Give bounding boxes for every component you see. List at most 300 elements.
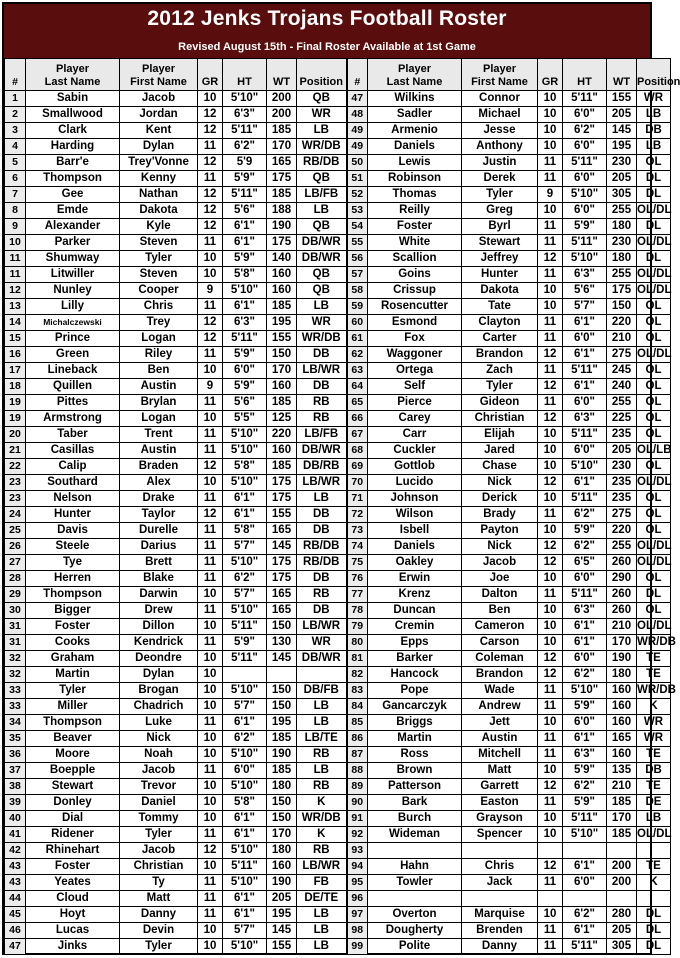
header-position: Position [297,59,347,91]
cell-position: RB [297,395,347,411]
cell-position-right: DL [637,587,671,603]
cell-first-name-right: Elijah [462,427,538,443]
cell-first-name: Riley [120,347,198,363]
cell-last-name: Lineback [26,363,120,379]
cell-num-right: 63 [347,363,368,379]
roster-body [5,91,676,955]
cell-last-name: Cloud [26,891,120,907]
table-row [5,603,671,619]
cell-grade-right: 11 [538,331,563,347]
cell-grade-right: 10 [538,283,563,299]
cell-weight: 185 [267,299,297,315]
cell-first-name: Trent [120,427,198,443]
cell-weight: 125 [267,411,297,427]
cell-grade-right [538,843,563,859]
cell-height-right: 5'11" [563,811,607,827]
cell-first-name-right: Stewart [462,235,538,251]
cell-height: 6'2" [223,139,267,155]
cell-num-right: 99 [347,939,368,955]
cell-grade-right: 11 [538,731,563,747]
cell-grade: 10 [198,667,223,683]
table-row [5,667,671,683]
header-height: HT [223,59,267,91]
cell-position: DB/WR [297,443,347,459]
cell-position: LB/FB [297,427,347,443]
cell-num-right: 58 [347,283,368,299]
cell-last-name: Lucas [26,923,120,939]
cell-height: 5'5" [223,411,267,427]
cell-height: 6'3" [223,107,267,123]
cell-weight: 150 [267,699,297,715]
roster-table [4,58,680,955]
cell-position-right: OL [637,571,671,587]
cell-weight-right: 150 [607,299,637,315]
cell-weight-right: 260 [607,603,637,619]
header-num: # [5,59,26,91]
cell-weight: 195 [267,907,297,923]
cell-weight-right: 205 [607,171,637,187]
cell-position-right: K [637,699,671,715]
cell-first-name: Steven [120,235,198,251]
cell-weight: 175 [267,475,297,491]
cell-last-name: Hoyt [26,907,120,923]
cell-weight-right [607,891,637,907]
cell-num-right: 56 [347,251,368,267]
table-row [5,635,671,651]
cell-grade: 12 [198,843,223,859]
cell-last-name-right: Polite [368,939,462,955]
cell-last-name-right: Scallion [368,251,462,267]
cell-last-name-right: Barker [368,651,462,667]
header-weight-right: WT [607,59,637,91]
cell-first-name: Kent [120,123,198,139]
header-grade-right: GR [538,59,563,91]
cell-position: WR/DB [297,331,347,347]
cell-grade-right: 11 [538,699,563,715]
cell-grade: 12 [198,203,223,219]
cell-first-name-right: Byrl [462,219,538,235]
cell-first-name: Darius [120,539,198,555]
cell-grade-right: 11 [538,395,563,411]
cell-position: WR [297,107,347,123]
header-last-name-right [368,59,462,91]
cell-position-right: OL [637,155,671,171]
cell-position: LB [297,939,347,955]
cell-last-name: Boepple [26,763,120,779]
cell-position-right [637,843,671,859]
cell-weight: 175 [267,491,297,507]
cell-last-name: Thompson [26,171,120,187]
cell-last-name-right: Ross [368,747,462,763]
cell-num: 1 [5,91,26,107]
cell-weight: 170 [267,363,297,379]
cell-weight-right: 235 [607,475,637,491]
cell-last-name-right: Rosencutter [368,299,462,315]
cell-height: 5'8" [223,523,267,539]
cell-grade: 10 [198,699,223,715]
cell-num-right: 77 [347,587,368,603]
cell-height-right: 6'3" [563,603,607,619]
cell-num: 7 [5,187,26,203]
cell-grade-right: 11 [538,363,563,379]
cell-grade-right: 11 [538,235,563,251]
cell-num: 46 [5,923,26,939]
cell-weight-right: 275 [607,347,637,363]
cell-first-name-right: Coleman [462,651,538,667]
cell-height: 6'3" [223,315,267,331]
roster-sheet [2,2,680,955]
cell-weight-right: 220 [607,315,637,331]
cell-num: 8 [5,203,26,219]
cell-grade-right: 10 [538,635,563,651]
cell-num-right: 96 [347,891,368,907]
cell-last-name-right: Bark [368,795,462,811]
table-row [5,651,671,667]
cell-last-name-right: Pope [368,683,462,699]
cell-position: DB [297,347,347,363]
cell-last-name-right: Towler [368,875,462,891]
cell-first-name: Durelle [120,523,198,539]
cell-first-name-right: Garrett [462,779,538,795]
cell-last-name: Nelson [26,491,120,507]
cell-num-right: 60 [347,315,368,331]
cell-first-name: Austin [120,443,198,459]
table-row [5,491,671,507]
cell-first-name-right: Spencer [462,827,538,843]
cell-first-name: Christian [120,859,198,875]
cell-num: 31 [5,635,26,651]
cell-weight: 170 [267,139,297,155]
cell-first-name: Nathan [120,187,198,203]
cell-first-name-right: Carson [462,635,538,651]
cell-position: DB [297,571,347,587]
cell-first-name-right: Payton [462,523,538,539]
cell-position-right: WR/DB [637,635,671,651]
cell-num-right: 75 [347,555,368,571]
cell-last-name-right: Krenz [368,587,462,603]
cell-first-name-right: Anthony [462,139,538,155]
table-row [5,747,671,763]
cell-grade: 11 [198,347,223,363]
cell-num-right: 71 [347,491,368,507]
cell-last-name-right: Pierce [368,395,462,411]
cell-last-name-right [368,891,462,907]
cell-height-right: 6'0" [563,571,607,587]
cell-grade: 12 [198,219,223,235]
cell-last-name-right: Overton [368,907,462,923]
table-row [5,427,671,443]
cell-grade-right: 11 [538,939,563,955]
cell-num: 19 [5,411,26,427]
cell-position: DB [297,603,347,619]
cell-num: 44 [5,891,26,907]
table-row [5,699,671,715]
cell-first-name: Jordan [120,107,198,123]
cell-height: 5'8" [223,459,267,475]
cell-first-name-right: Tyler [462,187,538,203]
cell-first-name-right: Nick [462,539,538,555]
cell-num: 4 [5,139,26,155]
cell-first-name-right: Brandon [462,667,538,683]
cell-weight-right: 205 [607,107,637,123]
cell-weight: 170 [267,827,297,843]
cell-weight: 175 [267,171,297,187]
cell-last-name-right: Duncan [368,603,462,619]
cell-height-right: 6'3" [563,411,607,427]
cell-weight-right: 165 [607,731,637,747]
cell-first-name-right: Derek [462,171,538,187]
cell-last-name: Davis [26,523,120,539]
header-last-name [26,59,120,91]
cell-grade: 11 [198,523,223,539]
cell-last-name: Martin [26,667,120,683]
cell-first-name-right: Jared [462,443,538,459]
cell-height: 5'10" [223,779,267,795]
cell-position-right: OL/DL [637,203,671,219]
cell-last-name: Quillen [26,379,120,395]
cell-position: RB/DB [297,539,347,555]
cell-weight-right: 210 [607,331,637,347]
cell-grade-right: 11 [538,747,563,763]
cell-last-name-right: Lucido [368,475,462,491]
cell-num: 11 [5,251,26,267]
table-row [5,347,671,363]
cell-height: 5'6" [223,395,267,411]
table-row [5,779,671,795]
cell-height: 5'10" [223,555,267,571]
cell-last-name-right: Ortega [368,363,462,379]
cell-first-name: Tyler [120,251,198,267]
cell-grade-right: 10 [538,203,563,219]
cell-height: 6'2" [223,731,267,747]
cell-last-name-right: Robinson [368,171,462,187]
cell-weight: 165 [267,603,297,619]
cell-weight: 180 [267,843,297,859]
cell-height-right: 6'2" [563,507,607,523]
cell-position: LB [297,763,347,779]
cell-weight: 145 [267,651,297,667]
cell-grade: 11 [198,875,223,891]
cell-height: 5'11" [223,651,267,667]
cell-weight-right: 155 [607,91,637,107]
cell-height-right: 6'0" [563,443,607,459]
cell-num: 43 [5,859,26,875]
cell-grade-right: 11 [538,875,563,891]
cell-first-name-right: Brenden [462,923,538,939]
cell-height: 5'9" [223,347,267,363]
cell-num: 27 [5,555,26,571]
cell-grade-right: 10 [538,91,563,107]
cell-first-name-right: Cameron [462,619,538,635]
cell-grade-right: 10 [538,523,563,539]
cell-position: LB [297,923,347,939]
cell-last-name-right: Waggoner [368,347,462,363]
cell-last-name: Southard [26,475,120,491]
cell-height-right: 5'10" [563,187,607,203]
table-row [5,251,671,267]
cell-last-name: Herren [26,571,120,587]
cell-position: RB [297,411,347,427]
cell-height-right: 6'0" [563,107,607,123]
cell-num-right: 82 [347,667,368,683]
table-row [5,155,671,171]
cell-grade: 11 [198,827,223,843]
cell-grade: 10 [198,795,223,811]
cell-grade: 11 [198,491,223,507]
cell-weight-right: 255 [607,395,637,411]
cell-num: 43 [5,875,26,891]
cell-grade-right: 10 [538,827,563,843]
cell-last-name-right: Lewis [368,155,462,171]
cell-grade: 12 [198,507,223,523]
cell-grade: 10 [198,923,223,939]
cell-height: 5'10" [223,427,267,443]
cell-weight-right: 185 [607,827,637,843]
cell-weight-right: 220 [607,523,637,539]
cell-last-name: Ridener [26,827,120,843]
cell-height: 5'11" [223,619,267,635]
cell-last-name: Calip [26,459,120,475]
cell-weight-right: 170 [607,811,637,827]
cell-height: 5'10" [223,747,267,763]
cell-weight: 205 [267,891,297,907]
header-row [5,59,671,91]
cell-last-name: Foster [26,619,120,635]
cell-num: 40 [5,811,26,827]
cell-last-name: Jinks [26,939,120,955]
cell-num-right: 62 [347,347,368,363]
cell-num: 12 [5,283,26,299]
cell-height: 5'6" [223,203,267,219]
cell-position-right: OL/DL [637,235,671,251]
cell-last-name-right: Sadler [368,107,462,123]
cell-first-name: Ben [120,363,198,379]
table-row [5,107,671,123]
cell-last-name: Harding [26,139,120,155]
cell-height-right: 6'1" [563,379,607,395]
cell-last-name-right: Reilly [368,203,462,219]
cell-weight-right: 200 [607,859,637,875]
cell-grade: 11 [198,171,223,187]
cell-last-name-right: Burch [368,811,462,827]
table-row [5,267,671,283]
cell-weight-right: 145 [607,123,637,139]
table-row [5,475,671,491]
cell-position-right: OL [637,523,671,539]
cell-height-right: 6'2" [563,123,607,139]
cell-first-name-right: Greg [462,203,538,219]
cell-height-right: 5'10" [563,827,607,843]
cell-num: 41 [5,827,26,843]
cell-height: 6'1" [223,891,267,907]
cell-first-name-right: Brady [462,507,538,523]
cell-grade: 10 [198,475,223,491]
cell-num: 17 [5,363,26,379]
cell-height-right: 5'9" [563,699,607,715]
cell-first-name-right: Connor [462,91,538,107]
cell-grade-right: 11 [538,171,563,187]
cell-first-name: Dakota [120,203,198,219]
cell-grade-right: 12 [538,379,563,395]
page-title: 2012 Jenks Trojans Football Roster [147,7,507,30]
cell-weight: 155 [267,331,297,347]
cell-position: LB [297,907,347,923]
cell-position-right: OL [637,331,671,347]
cell-height-right: 6'1" [563,475,607,491]
cell-first-name: Logan [120,411,198,427]
cell-last-name: Armstrong [26,411,120,427]
cell-last-name-right: Daniels [368,139,462,155]
cell-height: 5'7" [223,923,267,939]
table-row [5,683,671,699]
table-row [5,91,671,107]
cell-grade: 10 [198,411,223,427]
header-weight: WT [267,59,297,91]
cell-position-right: DE [637,795,671,811]
cell-last-name-right: Fox [368,331,462,347]
cell-height-right: 5'6" [563,283,607,299]
cell-weight: 185 [267,731,297,747]
cell-position: LB [297,123,347,139]
cell-height-right: 6'1" [563,859,607,875]
cell-weight-right: 180 [607,219,637,235]
cell-grade-right: 12 [538,539,563,555]
cell-height: 6'1" [223,219,267,235]
cell-position-right: DB [637,763,671,779]
table-row [5,907,671,923]
table-row [5,763,671,779]
cell-first-name: Braden [120,459,198,475]
cell-position-right: OL [637,491,671,507]
header-first-name-line1: Player [141,63,176,75]
cell-weight-right: 210 [607,619,637,635]
cell-grade-right: 10 [538,603,563,619]
cell-first-name: Dillon [120,619,198,635]
cell-num: 10 [5,235,26,251]
cell-grade: 12 [198,123,223,139]
cell-weight: 185 [267,187,297,203]
cell-position-right: OL/DL [637,555,671,571]
cell-num-right: 50 [347,155,368,171]
cell-first-name-right [462,891,538,907]
cell-last-name-right: Crissup [368,283,462,299]
cell-grade-right: 10 [538,907,563,923]
cell-first-name-right: Clayton [462,315,538,331]
cell-first-name: Brogan [120,683,198,699]
cell-grade-right: 10 [538,715,563,731]
cell-weight: 155 [267,939,297,955]
cell-num: 14 [5,315,26,331]
cell-last-name-right: Cremin [368,619,462,635]
cell-num: 45 [5,907,26,923]
cell-num-right: 93 [347,843,368,859]
cell-grade-right: 12 [538,251,563,267]
cell-last-name-right: Brown [368,763,462,779]
cell-num: 11 [5,267,26,283]
cell-num: 32 [5,667,26,683]
cell-height [223,667,267,683]
cell-grade: 12 [198,459,223,475]
cell-first-name: Taylor [120,507,198,523]
cell-weight-right: 195 [607,139,637,155]
cell-last-name-right: Daniels [368,539,462,555]
cell-num: 3 [5,123,26,139]
cell-weight: 140 [267,251,297,267]
table-row [5,379,671,395]
cell-last-name-right: Esmond [368,315,462,331]
cell-num-right: 72 [347,507,368,523]
cell-grade: 9 [198,283,223,299]
